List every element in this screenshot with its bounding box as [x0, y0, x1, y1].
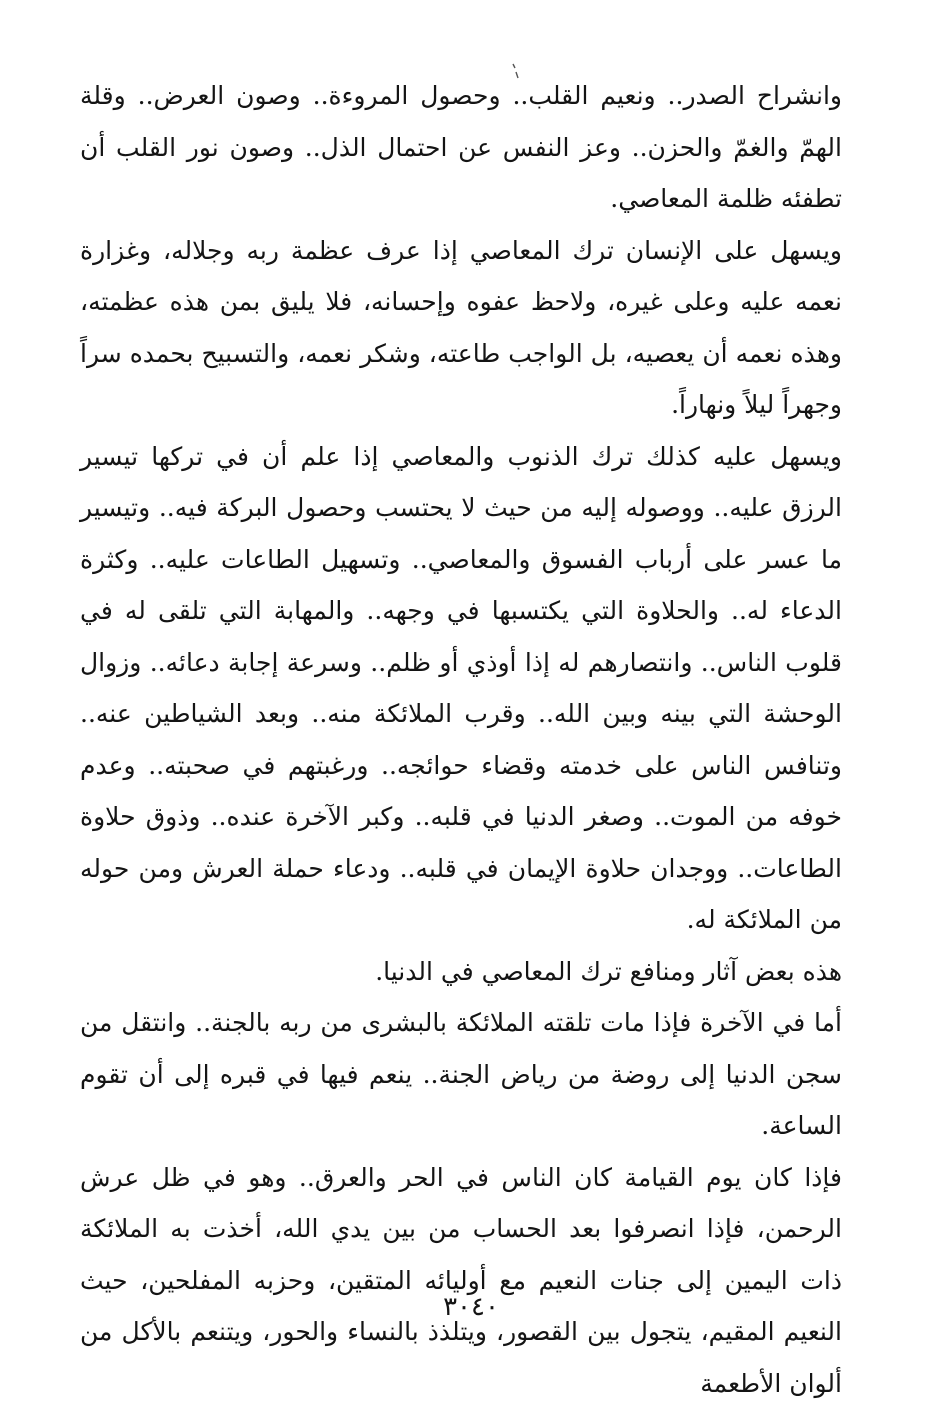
paragraph-greatness-of-lord: ويسهل على الإنسان ترك المعاصي إذا عرف عظمة ربه وجلاله، وغزارة نعمه عليه وعلى غيره، ولاحظ عفوه وإحسانه، فلا يليق بمن هذه عظمته، وهذه نعمه أن يعصيه، بل الواجب طاعته، وشكر نعمه، والتسبيح بحمده سراً وجهراً ليلاً ونهاراً.: [80, 225, 842, 431]
paragraph-hereafter: أما في الآخرة فإذا مات تلقته الملائكة بالبشرى من ربه بالجنة.. وانتقل من سجن الدنيا إلى روضة من رياض الجنة.. ينعم فيها في قبره إلى أن تقوم الساعة.: [80, 997, 842, 1152]
paragraph-benefits: وانشراح الصدر.. ونعيم القلب.. وحصول المروءة.. وصون العرض.. وقلة الهمّ والغمّ والحزن.. وعز النفس عن احتمال الذل.. وصون نور القلب أن تطفئه ظلمة المعاصي.: [80, 70, 842, 225]
paragraph-worldly-benefits: ويسهل عليه كذلك ترك الذنوب والمعاصي إذا علم أن في تركها تيسير الرزق عليه.. ووصوله إليه من حيث لا يحتسب وحصول البركة فيه.. وتيسير ما عسر على أرباب الفسوق والمعاصي.. وتسهيل الطاعات عليه.. وكثرة الدعاء له.. والحلاوة التي يكتسبها في وجهه.. والمهابة التي تلقى له في قلوب الناس.. وانتصارهم له إذا أوذي أو ظلم.. وسرعة إجابة دعائه.. وزوال الوحشة التي بينه وبين الله.. وقرب الملائكة منه.. وبعد الشياطين عنه.. وتنافس الناس على خدمته وقضاء حوائجه.. ورغبتهم في صحبته.. وعدم خوفه من الموت.. وصغر الدنيا في قلبه.. وكبر الآخرة عنده.. وذوق حلاوة الطاعات.. ووجدان حلاوة الإيمان في قلبه.. ودعاء حملة العرش ومن حوله من الملائكة له.: [80, 431, 842, 946]
body-text: [80, 70, 842, 1409]
page-number: ٣٠٤٠: [0, 1292, 942, 1322]
paragraph-day-of-judgment: فإذا كان يوم القيامة كان الناس في الحر والعرق.. وهو في ظل عرش الرحمن، فإذا انصرفوا بعد الحساب من بين يدي الله، أخذت به الملائكة ذات اليمين إلى جنات النعيم مع أوليائه المتقين، وحزبه المفلحين، حيث النعيم المقيم، يتجول بين القصور، ويتلذذ بالنساء والحور، ويتنعم بالأكل من ألوان الأطعمة: [80, 1152, 842, 1409]
paragraph-summary: هذه بعض آثار ومنافع ترك المعاصي في الدنيا.: [80, 946, 842, 998]
